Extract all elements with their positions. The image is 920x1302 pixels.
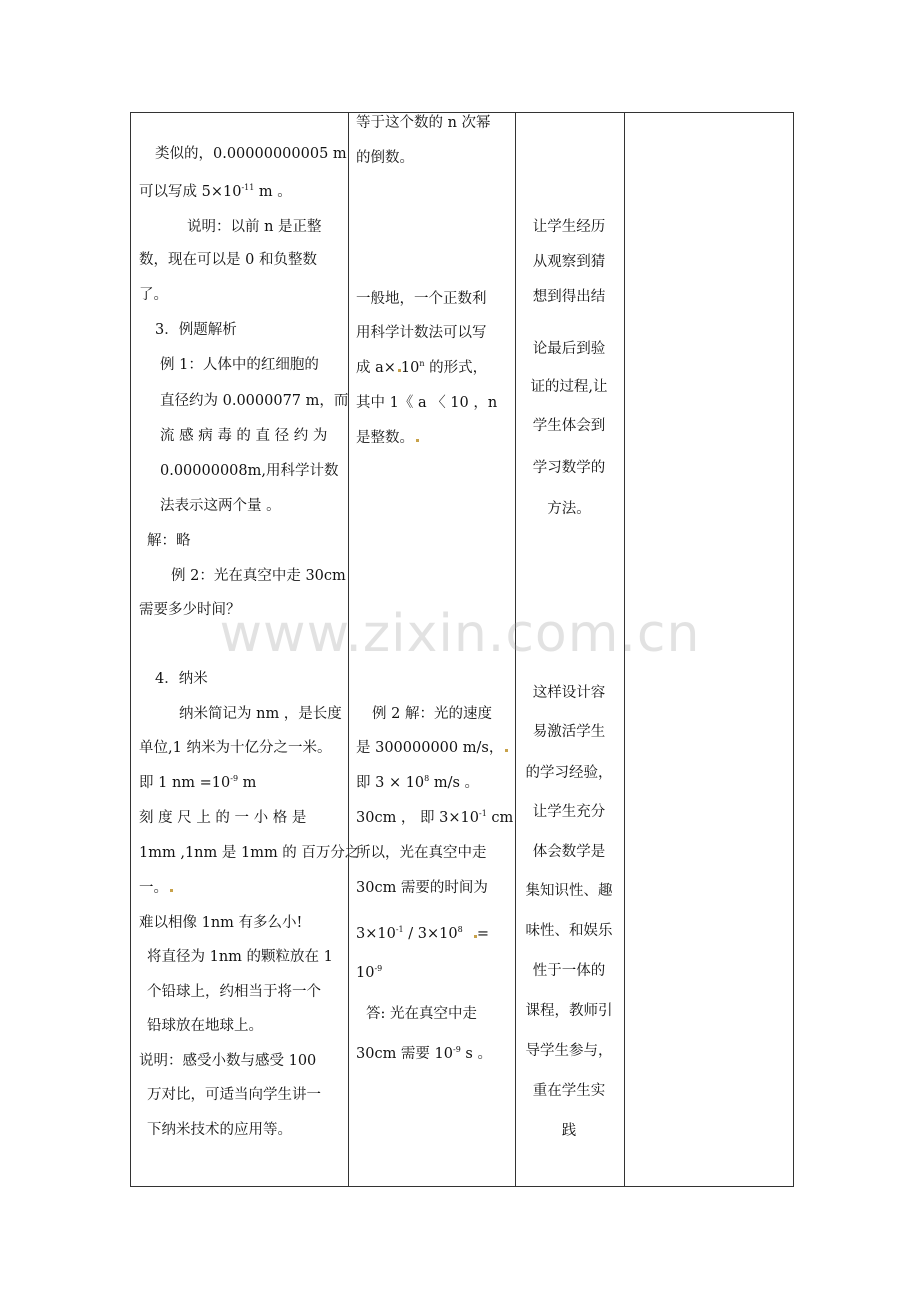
text-line: 的学习经验， xyxy=(525,765,613,781)
text-line: 践 xyxy=(561,1123,577,1139)
annotation-mark xyxy=(505,749,508,752)
text-line: 说明：感受小数与感受 100 xyxy=(139,1053,317,1069)
text-line: 学习数学的 xyxy=(532,460,606,476)
text-line: 刻 度 尺 上 的 一 小 格 是 xyxy=(139,810,307,826)
text-line: 从观察到猜 xyxy=(532,254,606,270)
text-line: 难以相像 1nm 有多么小! xyxy=(139,915,303,931)
formula-line: $10^{-9}$ xyxy=(356,964,383,981)
text-line: 例 2 解：光的速度 xyxy=(372,706,492,722)
text-line: 让学生充分 xyxy=(532,804,606,820)
annotation-mark xyxy=(416,439,419,442)
text-line: 可以写成 $5\times 10^{-11}$ m 。 xyxy=(139,183,292,200)
text-line: 1mm ,1nm 是 1mm 的 百万分之 xyxy=(139,845,360,861)
text-line: 流 感 病 毒 的 直 径 约 为 xyxy=(160,428,328,444)
text-line: 即 1 nm $=10^{-9}$ m xyxy=(139,774,257,791)
text-line: 性于一体的 xyxy=(532,963,606,979)
text-line: 这样设计容 xyxy=(532,685,606,701)
text-line: 即 $3 \times 10^8$ m/s 。 xyxy=(356,774,480,791)
text-line: 让学生经历 xyxy=(532,219,606,235)
text-line: 重在学生实 xyxy=(532,1083,606,1099)
text-line: 个铅球上，约相当于将一个 xyxy=(147,984,321,1000)
text-line: 了。 xyxy=(139,287,168,303)
text-line: 数，现在可以是 0 和负整数 xyxy=(139,252,317,268)
text-line: 例 1：人体中的红细胞的 xyxy=(160,357,319,373)
text-line: 味性、和娱乐 xyxy=(525,923,613,939)
text-line: 用科学计数法可以写 xyxy=(356,325,487,341)
text-line: 30cm 需要 $10^{-9}$ s 。 xyxy=(356,1045,492,1062)
text-line: 30cm ， 即 $3\times 10^{-1}$ cm xyxy=(356,809,514,826)
text-line: 单位,1 纳米为十亿分之一米。 xyxy=(139,740,332,756)
text-line: 等于这个数的 n 次幂 xyxy=(356,115,491,131)
text-line: 30cm 需要的时间为 xyxy=(356,880,488,896)
text-line: 纳米简记为 nm ，是长度 xyxy=(179,706,342,722)
watermark: www.zixin.com.cn xyxy=(219,604,701,664)
text-line: 下纳米技术的应用等。 xyxy=(147,1122,292,1138)
text-line: 说明：以前 n 是正整 xyxy=(187,219,322,235)
text-line: 解：略 xyxy=(147,533,191,549)
text-line: 0.00000008m,用科学计数 xyxy=(160,463,339,479)
text-line: 是 300000000 m/s， xyxy=(356,739,508,757)
section-heading: 4．纳米 xyxy=(155,671,208,687)
text-line: 课程，教师引 xyxy=(525,1003,613,1019)
text-line: 直径约为 0.0000077 m，而 xyxy=(160,393,349,409)
text-line: 例 2：光在真空中走 30cm xyxy=(171,568,346,584)
text-line: 集知识性、趣 xyxy=(525,883,613,899)
text-line: 万对比，可适当向学生讲一 xyxy=(147,1087,321,1103)
text-line: 想到得出结 xyxy=(532,289,606,305)
text-line: 学生体会到 xyxy=(532,418,606,434)
text-line: 导学生参与， xyxy=(525,1043,613,1059)
text-line: 其中 1《 a 〈 10 ，n xyxy=(356,395,498,411)
text-line: 答: 光在真空中走 xyxy=(366,1006,477,1022)
text-line: 类似的，0.00000000005 m xyxy=(155,146,347,162)
text-line: 将直径为 1nm 的颗粒放在 1 xyxy=(147,949,333,965)
text-line: 是整数。 xyxy=(356,429,419,447)
text-line: 方法。 xyxy=(547,501,591,517)
text-line: 所以，光在真空中走 xyxy=(356,845,487,861)
text-line: 证的过程,让 xyxy=(530,379,608,395)
text-line: 易激活学生 xyxy=(532,724,606,740)
text-line: 一。 xyxy=(139,879,173,897)
section-heading: 3．例题解析 xyxy=(155,322,237,338)
text-line: 成 $a\times 10^n$ 的形式， xyxy=(356,359,488,376)
text-line: 体会数学是 xyxy=(532,844,606,860)
text-line: 铅球放在地球上。 xyxy=(147,1018,263,1034)
text-line: 需要多少时间？ xyxy=(139,602,241,618)
text-line: 法表示这两个量 。 xyxy=(160,498,281,514)
formula-line: $3\times 10^{-1} / 3\times 10^8$ = xyxy=(356,925,490,942)
text-line: 论最后到验 xyxy=(532,341,606,357)
text-line: 一般地，一个正数利 xyxy=(356,291,487,307)
annotation-mark xyxy=(170,889,173,892)
text-line: 的倒数。 xyxy=(356,150,414,166)
